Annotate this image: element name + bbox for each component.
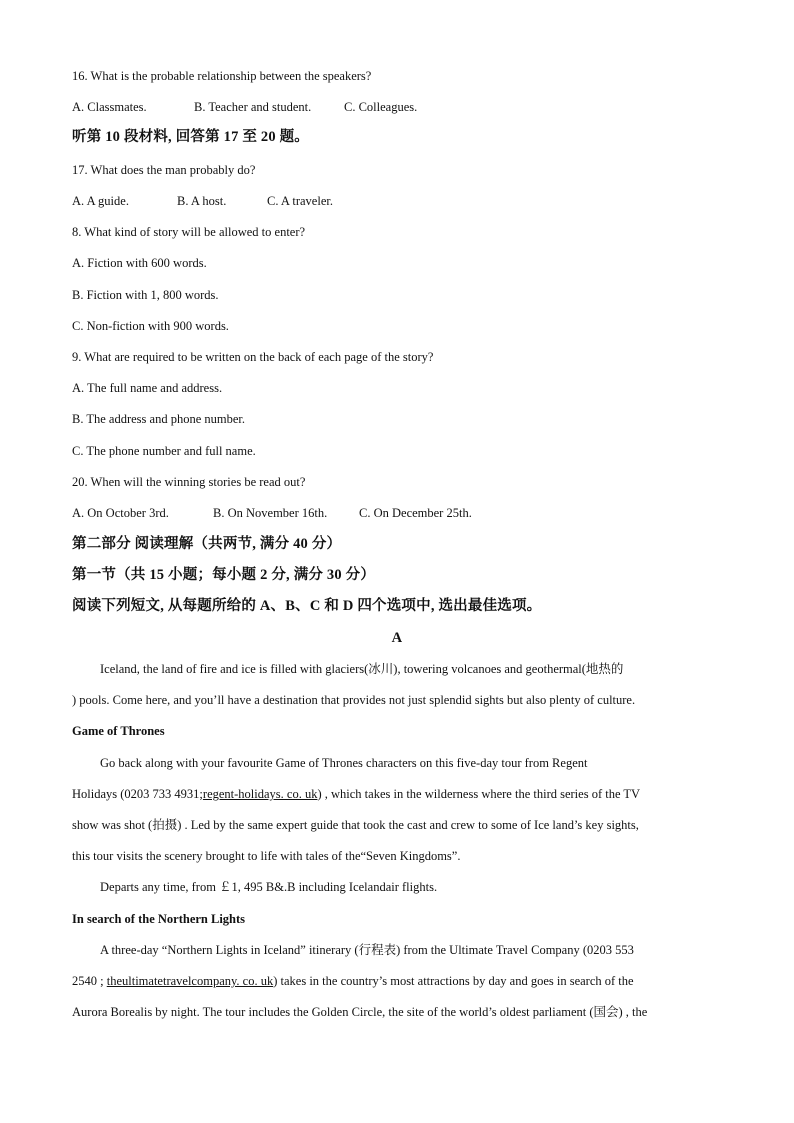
northern-line-2-rest: ) takes in the country’s most attractions by day and goes in search of the [273, 974, 634, 988]
option-a: A. Fiction with 600 words. [72, 256, 207, 270]
intro-line-2: ) pools. Come here, and you’ll have a destination that provides not just splendid sights but also plenty of culture. [72, 693, 636, 707]
northern-line-2 [72, 973, 634, 989]
intro-line-1: Iceland, the land of fire and ice is filled with glaciers(冰川), towering volcanoes and geothermal(地热的 [100, 662, 624, 676]
option-c: C. A traveler. [267, 194, 333, 208]
option-c: C. On December 25th. [359, 506, 472, 520]
options-17 [72, 193, 333, 209]
got-line-3: show was shot (拍摄) . Led by the same expert guide that took the cast and crew to some of Ice land’s key sights, [72, 818, 639, 832]
option-a: A. On October 3rd. [72, 506, 169, 520]
question-19: 9. What are required to be written on the back of each page of the story? [72, 350, 434, 364]
game-of-thrones-title: Game of Thrones [72, 724, 165, 738]
regent-holidays-link[interactable]: regent-holidays. co. uk [202, 787, 318, 801]
got-line-1: Go back along with your favourite Game of Thrones characters on this five-day tour from Regent [100, 756, 588, 770]
option-b: B. The address and phone number. [72, 412, 245, 426]
option-b: B. Fiction with 1, 800 words. [72, 288, 219, 302]
section-10-heading: 听第 10 段材料, 回答第 17 至 20 题。 [72, 129, 309, 145]
question-16: 16. What is the probable relationship between the speakers? [72, 69, 372, 83]
northern-line-3: Aurora Borealis by night. The tour includes the Golden Circle, the site of the world’s oldest parliament (国会) , the [72, 1005, 648, 1019]
option-a: A. The full name and address. [72, 381, 223, 395]
ultimate-travel-link[interactable]: theultimatetravelcompany. co. uk [106, 974, 274, 988]
options-16 [72, 99, 417, 115]
got-departs-line: Departs any time, from ￡1, 495 B&.B including Icelandair flights. [100, 880, 438, 894]
section-1-heading: 第一节（共 15 小题；每小题 2 分, 满分 30 分） [72, 567, 376, 583]
question-20: 20. When will the winning stories be read out? [72, 475, 306, 489]
option-a: A. A guide. [72, 194, 129, 208]
got-line-2 [72, 786, 640, 802]
northern-line-1: A three-day “Northern Lights in Iceland” itinerary (行程表) from the Ultimate Travel Company (0203 553 [100, 943, 634, 957]
question-18: 8. What kind of story will be allowed to enter? [72, 225, 306, 239]
options-20 [72, 505, 472, 521]
option-c: C. The phone number and full name. [72, 444, 256, 458]
northern-phone: 2540 ; [72, 974, 107, 988]
option-b: B. A host. [177, 194, 227, 208]
got-line-2-rest: ) , which takes in the wilderness where the third series of the TV [317, 787, 641, 801]
got-line-4: this tour visits the scenery brought to life with tales of the“Seven Kingdoms”. [72, 849, 461, 863]
northern-lights-title: In search of the Northern Lights [72, 912, 246, 926]
part-2-heading: 第二部分 阅读理解（共两节, 满分 40 分） [72, 536, 342, 552]
option-b: B. Teacher and student. [194, 100, 312, 114]
got-phone: Holidays (0203 733 4931; [72, 787, 203, 801]
option-c: C. Colleagues. [344, 100, 418, 114]
option-b: B. On November 16th. [213, 506, 328, 520]
question-17: 17. What does the man probably do? [72, 163, 256, 177]
passage-label: A [391, 630, 403, 646]
option-a: A. Classmates. [72, 100, 147, 114]
option-c: C. Non-fiction with 900 words. [72, 319, 229, 333]
instruction-heading: 阅读下列短文, 从每题所给的 A、B、C 和 D 四个选项中, 选出最佳选项。 [72, 598, 542, 614]
